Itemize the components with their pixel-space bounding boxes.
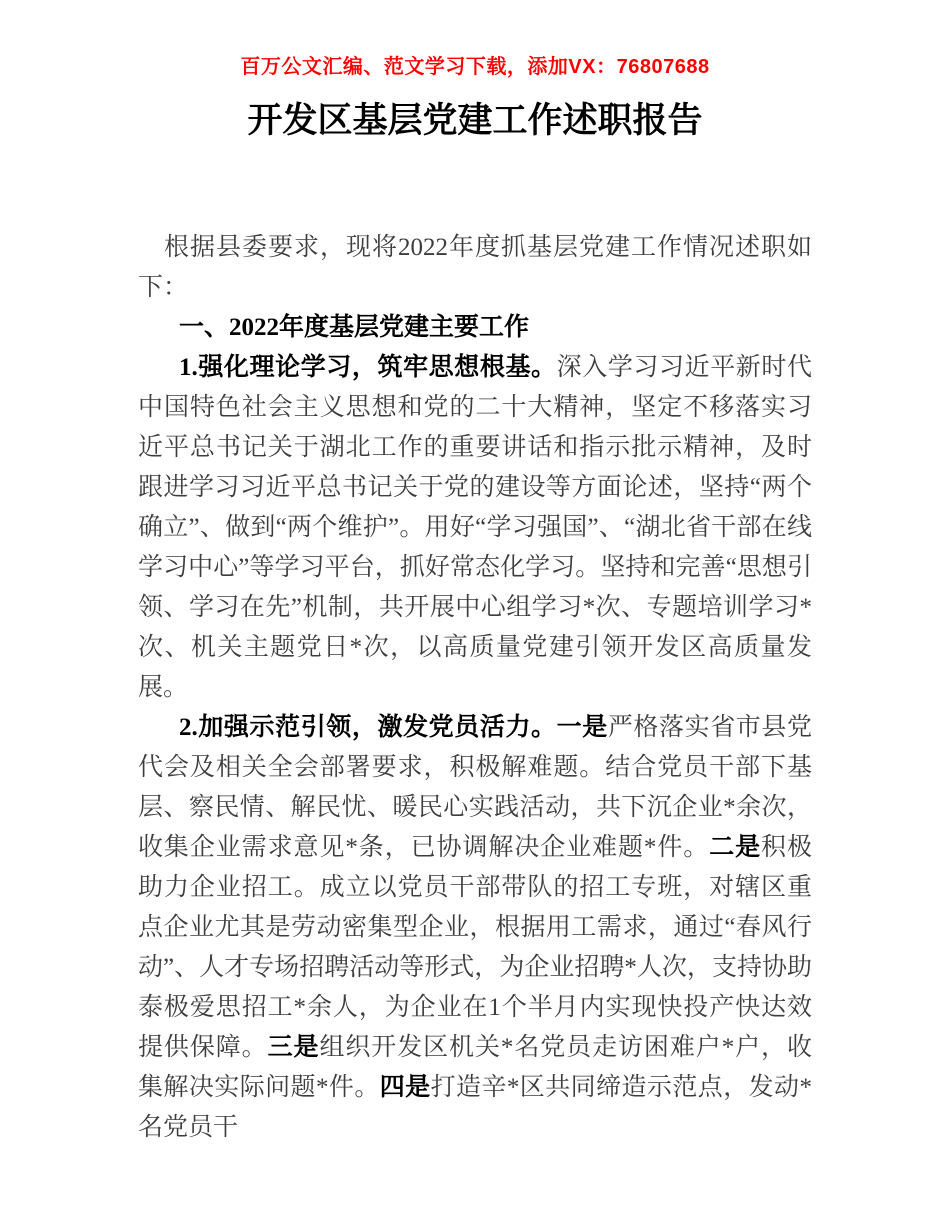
bold-text-run: 三是: [267, 1034, 320, 1061]
section-heading: [138, 308, 812, 348]
bold-text-run: 四是: [379, 1074, 431, 1101]
text-run: 根据县委要求，现将2022年度抓基层党建工作情况述职如下：: [138, 234, 812, 301]
bold-text-run: 1.强化理论学习，筑牢思想根基。: [179, 354, 557, 381]
bold-text-run: 一、2022年度基层党建主要工作: [179, 314, 530, 341]
text-run: 打造辛*区共同缔造示范点，发动*名党员干: [138, 1074, 812, 1141]
text-run: 深入学习习近平新时代中国特色社会主义思想和党的二十大精神，坚定不移落实习近平总书记关于湖北工作的重要讲话和指示批示精神，及时跟进学习习近平总书记关于党的建设等方面论述，坚持“两个确立”、做到“两个维护”。用好“学习强国”、“湖北省干部在线学习中心”等学习平台，抓好常态化学习。坚持和完善“思想引领、学习在先”机制，共开展中心组学习*次、专题培训学习*次、机关主题党日*次，以高质量党建引领开发区高质量发展。: [138, 354, 812, 701]
paragraph: [138, 348, 812, 708]
paragraph: [138, 228, 812, 308]
text-run: 组织开发区机关*名党员走访困难户*户，收集解决实际问题*件。: [138, 1034, 812, 1101]
bold-text-run: 二是: [709, 834, 762, 861]
promo-banner: 百万公文汇编、范文学习下载，添加VX：76807688: [240, 56, 710, 78]
bold-text-run: 2.加强示范引领，激发党员活力。一是: [179, 714, 608, 741]
text-run: 严格落实省市县党代会及相关全会部署要求，积极解难题。结合党员干部下基层、察民情、解民忧、暖民心实践活动，共下沉企业*余次，收集企业需求意见*条，已协调解决企业难题*件。: [138, 714, 812, 861]
document-body: [138, 228, 812, 1148]
text-run: 积极助力企业招工。成立以党员干部带队的招工专班，对辖区重点企业尤其是劳动密集型企业，根据用工需求，通过“春风行动”、人才专场招聘活动等形式，为企业招聘*人次，支持协助泰极爱思招工*余人，为企业在1个半月内实现快投产快达效提供保障。: [138, 834, 812, 1061]
document-title: 开发区基层党建工作述职报告: [247, 101, 703, 140]
paragraph: [138, 708, 812, 1148]
